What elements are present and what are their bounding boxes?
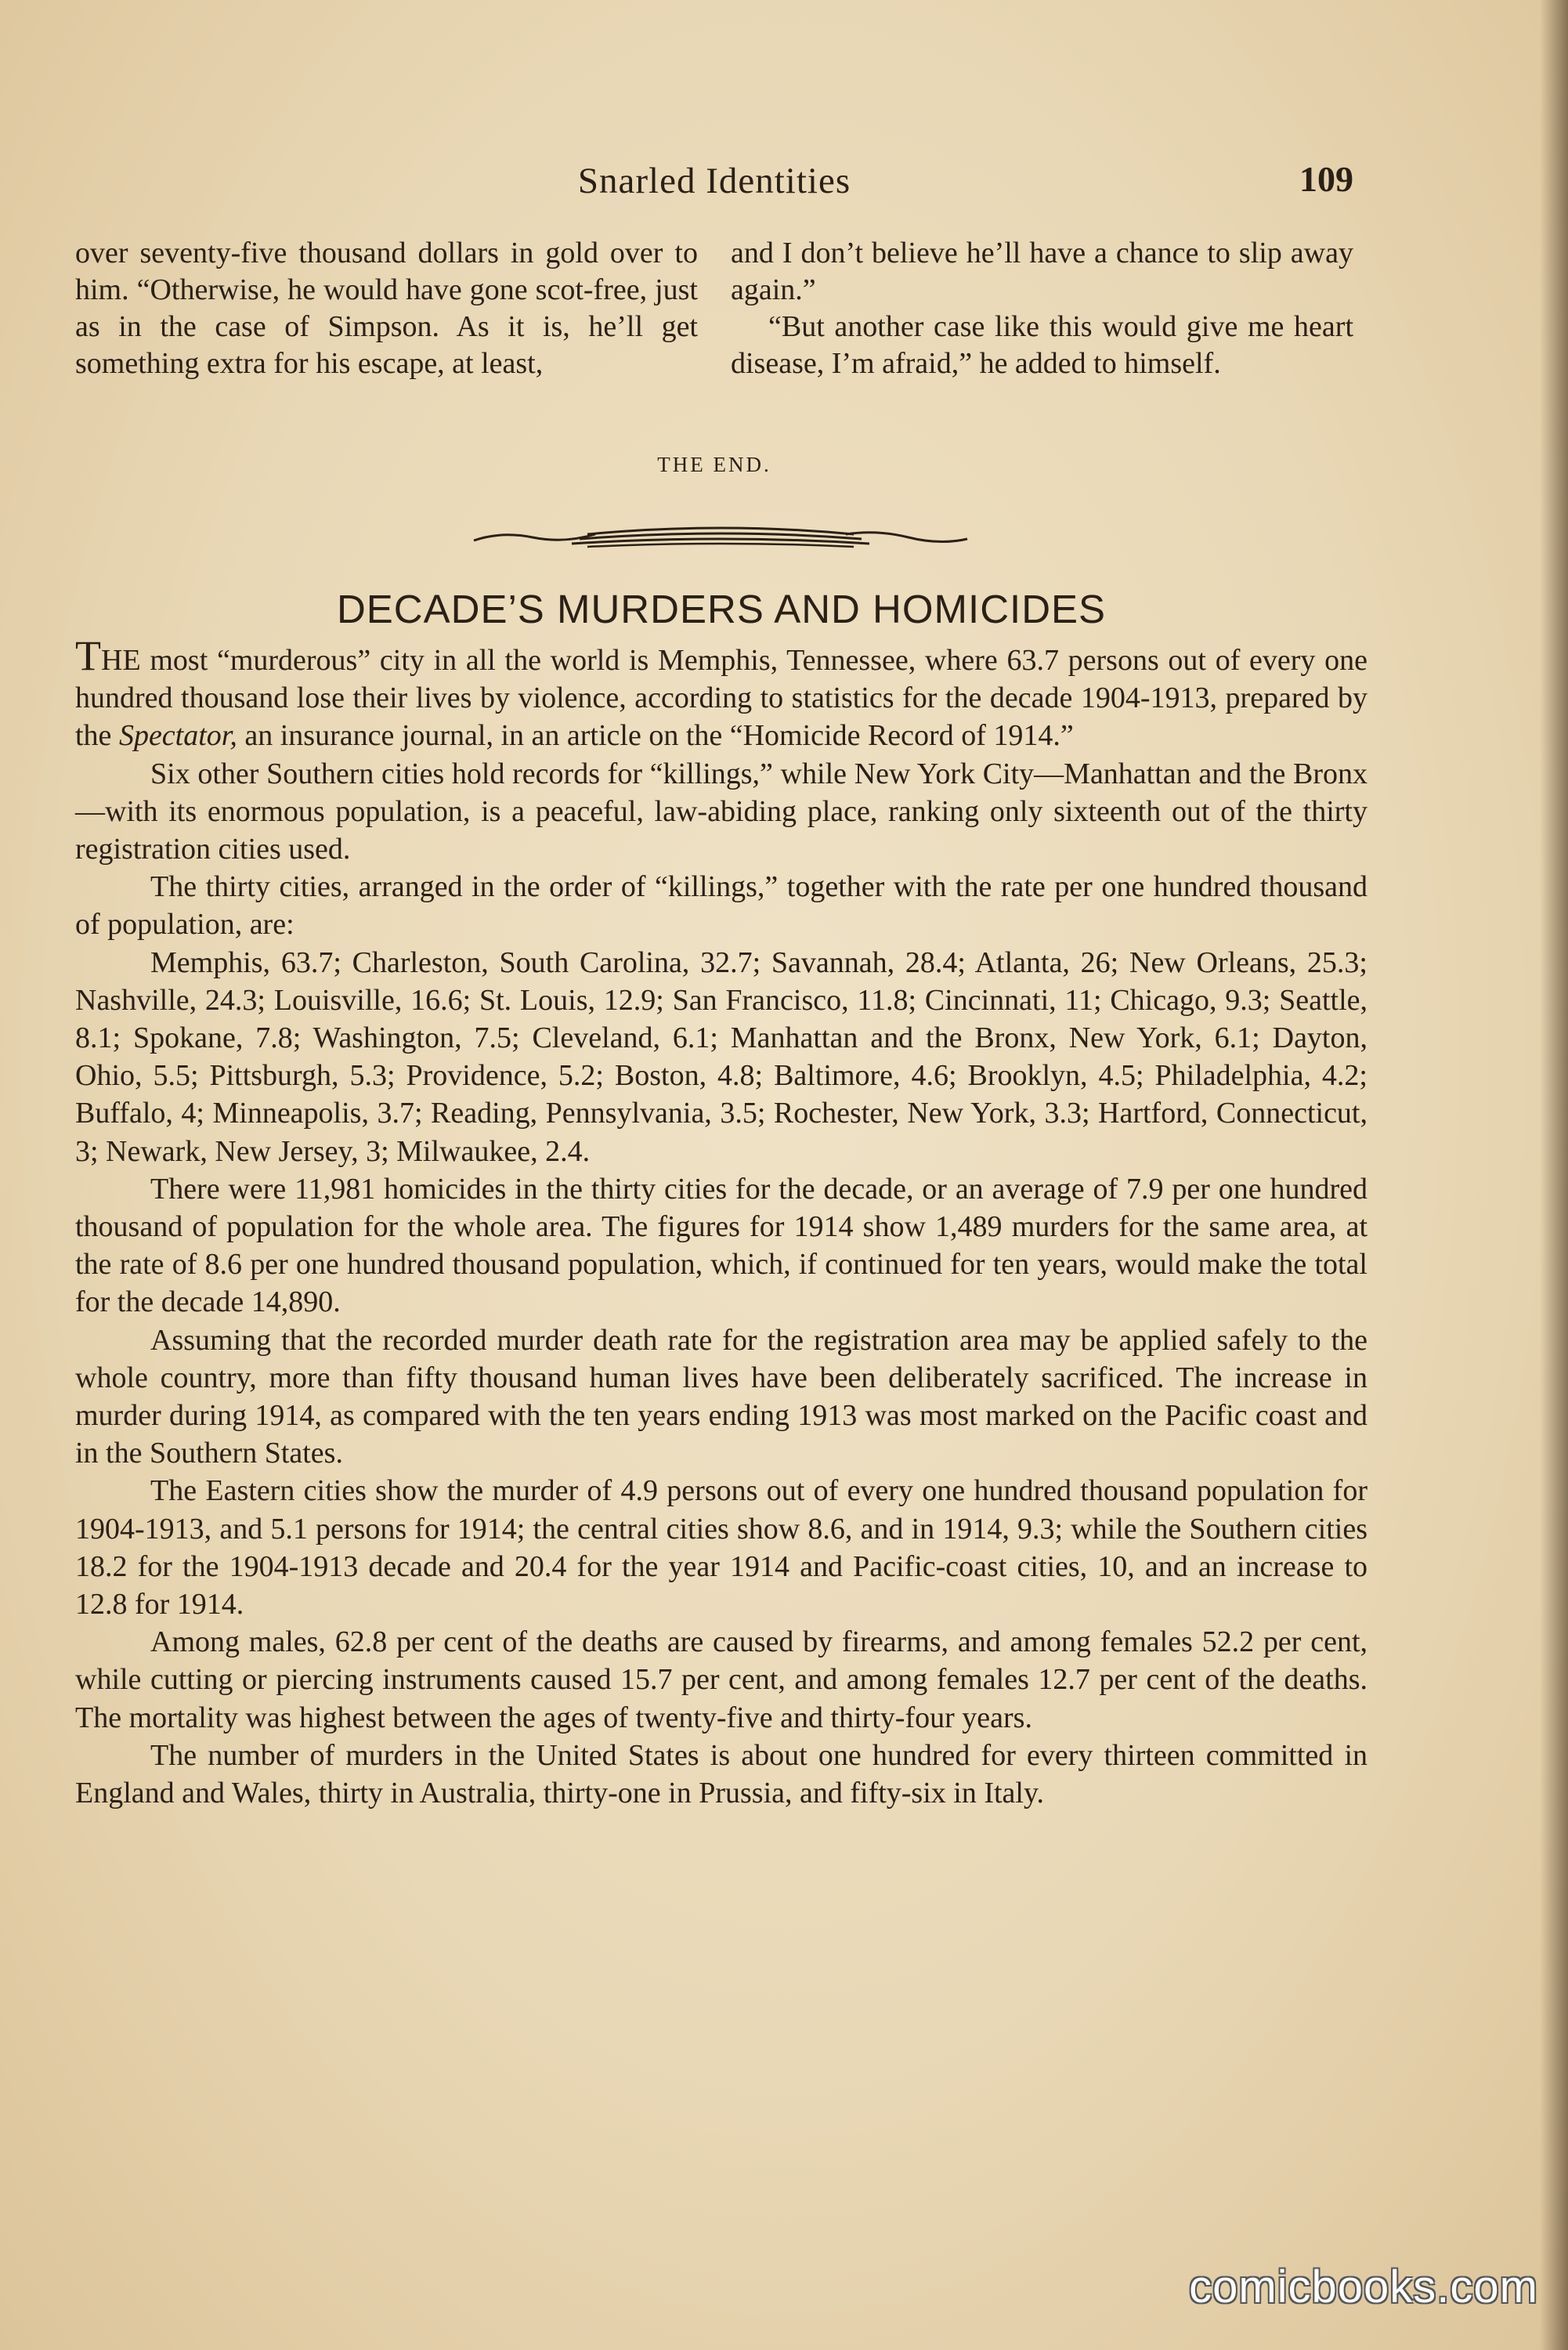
article-headline: DECADE’S MURDERS AND HOMICIDES bbox=[336, 587, 1107, 631]
drop-cap: T bbox=[75, 632, 101, 679]
lead-text-end: an insurance journal, in an article on the “Homicide Record of 1914.” bbox=[237, 719, 1074, 753]
article-paragraph: There were 11,981 homicides in the thirty cities for the decade, or an average of 7.9 per one hundred thousand of population for the whole area. The figures for 1914 show 1,489 murders for the same area, at the rate of 8.6 per one hundred thousand population, which, if continued for ten years, would make the total for the decade 14,890. bbox=[75, 1172, 1367, 1319]
article-paragraph: The Eastern cities show the murder of 4.9 persons out of every one hundred thousand population for 1904-1913, and 5.1 persons for 1914; the central cities show 8.6, and in 1914, 9.3; while the Southern cities 18.2 for the 1904-1913 decade and 20.4 for the year 1914 and Pacific-coast cities, 10, and an increase to 12.8 for 1914. bbox=[75, 1474, 1367, 1622]
lead-paragraph bbox=[75, 632, 1367, 755]
article-paragraph: The thirty cities, arranged in the order of “killings,” together with the rate per one hundred thousand of population, are: bbox=[75, 870, 1367, 942]
previous-story-ending bbox=[75, 235, 1353, 382]
right-column-paragraph: “But another case like this would give me heart disease, I’m afraid,” he added to himself. bbox=[731, 310, 1353, 380]
ornamental-divider bbox=[470, 517, 971, 551]
publication-name: Spectator, bbox=[118, 719, 237, 753]
article-paragraph: Assuming that the recorded murder death rate for the registration area may be applied safely to the whole country, more than fifty thousand human lives have been deliberately sacrificed. The increase in murder during 1914, as compared with the ten years ending 1913 was most marked on the Pacific coast and in the Southern States. bbox=[75, 1323, 1367, 1470]
running-title: Snarled Identities bbox=[577, 161, 851, 201]
left-column bbox=[75, 235, 698, 382]
page-number: 109 bbox=[1299, 159, 1353, 199]
site-watermark: comicbooks.com bbox=[1189, 2261, 1538, 2312]
lead-text: most “murderous” city in all the world is Memphis, Tennessee, where 63.7 persons out of every one hundred thousand lose their lives by violence, according to statistics for the decade 1904-1913, prepared by the bbox=[75, 644, 1367, 753]
city-rankings-paragraph: Memphis, 63.7; Charleston, South Carolina, 32.7; Savannah, 28.4; Atlanta, 26; New Orleans, 25.3; Nashville, 24.3; Louisville, 16.6; St. Louis, 12.9; San Francisco, 11.8; Cincinnati, 11; Chicago, 9.3; Seattle, 8.1; Spokane, 7.8; Washington, 7.5; Cleveland, 6.1; Manhattan and the Bronx, New York, 6.1; Dayton, Ohio, 5.5; Pittsburgh, 5.3; Providence, 5.2; Boston, 4.8; Baltimore, 4.6; Brooklyn, 4.5; Philadelphia, 4.2; Buffalo, 4; Minneapolis, 3.7; Reading, Pennsylvania, 3.5; Rochester, New York, 3.3; Hartford, Connecticut, 3; Newark, New Jersey, 3; Milwaukee, 2.4. bbox=[75, 945, 1367, 1168]
article-paragraph: The number of murders in the United States is about one hundred for every thirteen committed in England and Wales, thirty in Australia, thirty-one in Prussia, and fifty-six in Italy. bbox=[75, 1738, 1367, 1810]
right-column-paragraph: and I don’t believe he’ll have a chance to slip away again.” bbox=[731, 237, 1353, 306]
article-body bbox=[75, 632, 1367, 1812]
lead-caps: HE bbox=[101, 644, 141, 677]
left-column-text: over seventy-five thousand dollars in gold over to him. “Otherwise, he would have gone scot-free, just as in the case of Simpson. As it is, he’ll get something extra for his escape, at least, bbox=[75, 237, 698, 380]
page-edge-shadow bbox=[1540, 0, 1568, 2350]
article-paragraph: Six other Southern cities hold records for “killings,” while New York City—Manhattan and the Bronx—with its enormous population, is a peaceful, law-abiding place, ranking only sixteenth out of the thirty registration cities used. bbox=[75, 757, 1367, 866]
the-end-marker: THE END. bbox=[657, 453, 771, 476]
right-column bbox=[731, 235, 1353, 382]
article-paragraph: Among males, 62.8 per cent of the deaths are caused by firearms, and among females 52.2 per cent, while cutting or piercing instruments caused 15.7 per cent, and among females 12.7 per cent of the deaths. The mortality was highest between the ages of twenty-five and thirty-four years. bbox=[75, 1625, 1367, 1734]
running-head bbox=[75, 157, 1353, 207]
